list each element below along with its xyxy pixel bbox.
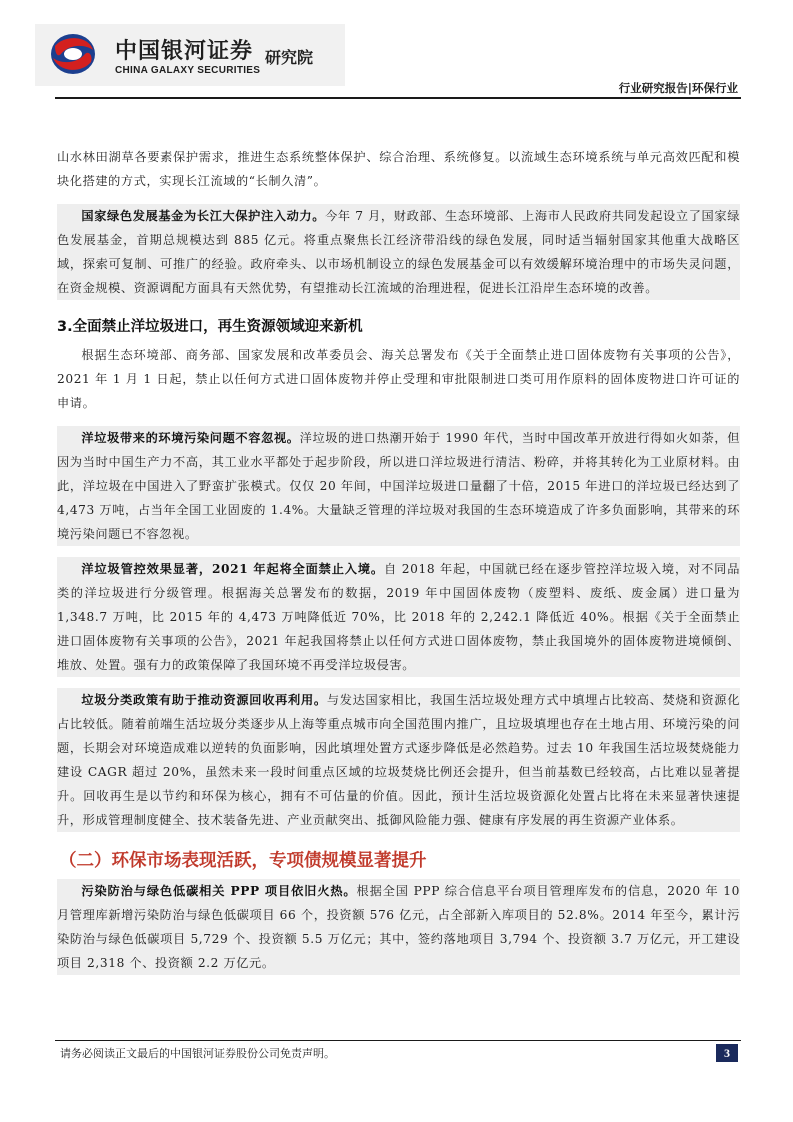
- logo-chinese-name: 中国银河证券: [115, 39, 254, 64]
- section-heading-2: （二）环保市场表现活跃，专项债规模显著提升: [59, 851, 427, 871]
- paragraph-ban-announcement: 根据生态环境部、商务部、国家发展和改革委员会、海关总署发布《关于全面禁止进口固体废物有关事项的公告》，2021 年 1 月 1 日起，禁止以任何方式进口固体废物并停止受理和审批限制进口类可用作原料的固体废物进口许可证的申请。: [57, 348, 740, 410]
- logo-institute: 研究院: [265, 48, 314, 67]
- page-header: [0, 0, 793, 100]
- page-number: 3: [716, 1044, 738, 1062]
- paragraph-green-fund: [57, 204, 740, 300]
- paragraph-lead: 洋垃圾管控效果显著，2021 年起将全面禁止入境。: [81, 562, 384, 576]
- company-logo: [35, 24, 345, 86]
- paragraph-pollution: [57, 426, 740, 546]
- footer-divider: [55, 1040, 741, 1041]
- footer-disclaimer: 请务必阅读正文最后的中国银河证券股份公司免责声明。: [60, 1047, 335, 1060]
- report-body: [57, 145, 740, 975]
- header-divider: [55, 97, 741, 99]
- report-category: 行业研究报告|环保行业: [618, 81, 738, 95]
- paragraph-lead: 垃圾分类政策有助于推动资源回收再利用。: [81, 693, 327, 707]
- paragraph-control: [57, 557, 740, 677]
- paragraph-continued: 山水林田湖草各要素保护需求，推进生态系统整体保护、综合治理、系统修复。以流域生态环境系统与单元高效匹配和模块化搭建的方式，实现长江流域的“长制久清”。: [57, 150, 740, 188]
- paragraph-text: 今年 7 月，财政部、生态环境部、上海市人民政府共同发起设立了国家绿色发展基金，首期总规模达到 885 亿元。将重点聚焦长江经济带沿线的绿色发展，同时适当辐射国家其他重大战略区域，探索可复制、可推广的经验。政府牵头、以市场机制设立的绿色发展基金可以有效缓解环境治理中的市场失灵问题，在资金规模、资源调配方面具有天然优势，有望推动长江流域的治理进程，促进长江沿岸生态环境的改善。: [57, 209, 740, 295]
- logo-english-name: CHINA GALAXY SECURITIES: [115, 65, 261, 76]
- paragraph-text: 洋垃圾的进口热潮开始于 1990 年代，当时中国改革开放进行得如火如荼，但因为当时中国生产力不高，其工业水平都处于起步阶段，所以进口洋垃圾进行清洁、粉碎，并将其转化为工业原材料。由此，洋垃圾在中国进入了野蛮扩张模式。仅仅 20 年间，中国洋垃圾进口量翻了十倍，2015 年进口的洋垃圾已经达到了 4,473 万吨，占当年全国工业固废的 1.4%。大量缺乏管理的洋垃圾对我国的生态环境造成了许多负面影响，其带来的环境污染问题已不容忽视。: [57, 431, 740, 541]
- paragraph-ppp: [57, 879, 740, 975]
- section-heading-3: 3.全面禁止洋垃圾进口，再生资源领域迎来新机: [57, 319, 363, 335]
- galaxy-logo-icon: [49, 32, 97, 76]
- paragraph-text: 自 2018 年起，中国就已经在逐步管控洋垃圾入境，对不同品类的洋垃圾进行分级管理。根据海关总署发布的数据，2019 年中国固体废物（废塑料、废纸、废金属）进口量为 1,348.7 万吨，比 2015 年的 4,473 万吨降低近 70%，比 2018 年的 2,242.1 降低近 40%。根据《关于全面禁止进口固体废物有关事项的公告》，2021 年起我国将禁止以任何方式进口固体废物，禁止我国境外的固体废物进境倾倒、堆放、处置。强有力的政策保障了我国环境不再受洋垃圾侵害。: [57, 562, 740, 672]
- paragraph-lead: 污染防治与绿色低碳相关 PPP 项目依旧火热。: [81, 884, 357, 898]
- paragraph-text: 与发达国家相比，我国生活垃圾处理方式中填埋占比较高、焚烧和资源化占比较低。随着前端生活垃圾分类逐步从上海等重点城市向全国范围内推广，且垃圾填埋也存在土地占用、环境污染的问题，长期会对环境造成难以逆转的负面影响，因此填埋处置方式逐步降低是必然趋势。过去 10 年我国生活垃圾焚烧能力建设 CAGR 超过 20%，虽然未来一段时间重点区域的垃圾焚烧比例还会提升，但当前基数已经较高，占比难以显著提升。回收再生是以节约和环保为核心，拥有不可估量的价值。因此，预计生活垃圾资源化处置占比将在未来显著快速提升，形成管理制度健全、技术装备先进、产业贡献突出、抵御风险能力强、健康有序发展的再生资源产业体系。: [57, 693, 741, 827]
- paragraph-text: 根据全国 PPP 综合信息平台项目管理库发布的信息，2020 年 10 月管理库新增污染防治与绿色低碳项目 66 个，投资额 576 亿元，占全部新入库项目的 52.8%。2014 年至今，累计污染防治与绿色低碳项目 5,729 个、投资额 5.5 万亿元；其中，签约落地项目 3,794 个、投资额 3.7 万亿元，开工建设项目 2,318 个、投资额 2.2 万亿元。: [57, 884, 741, 970]
- paragraph-lead: 洋垃圾带来的环境污染问题不容忽视。: [81, 431, 300, 445]
- paragraph-sorting-policy: [57, 688, 740, 832]
- paragraph-lead: 国家绿色发展基金为长江大保护注入动力。: [81, 209, 326, 223]
